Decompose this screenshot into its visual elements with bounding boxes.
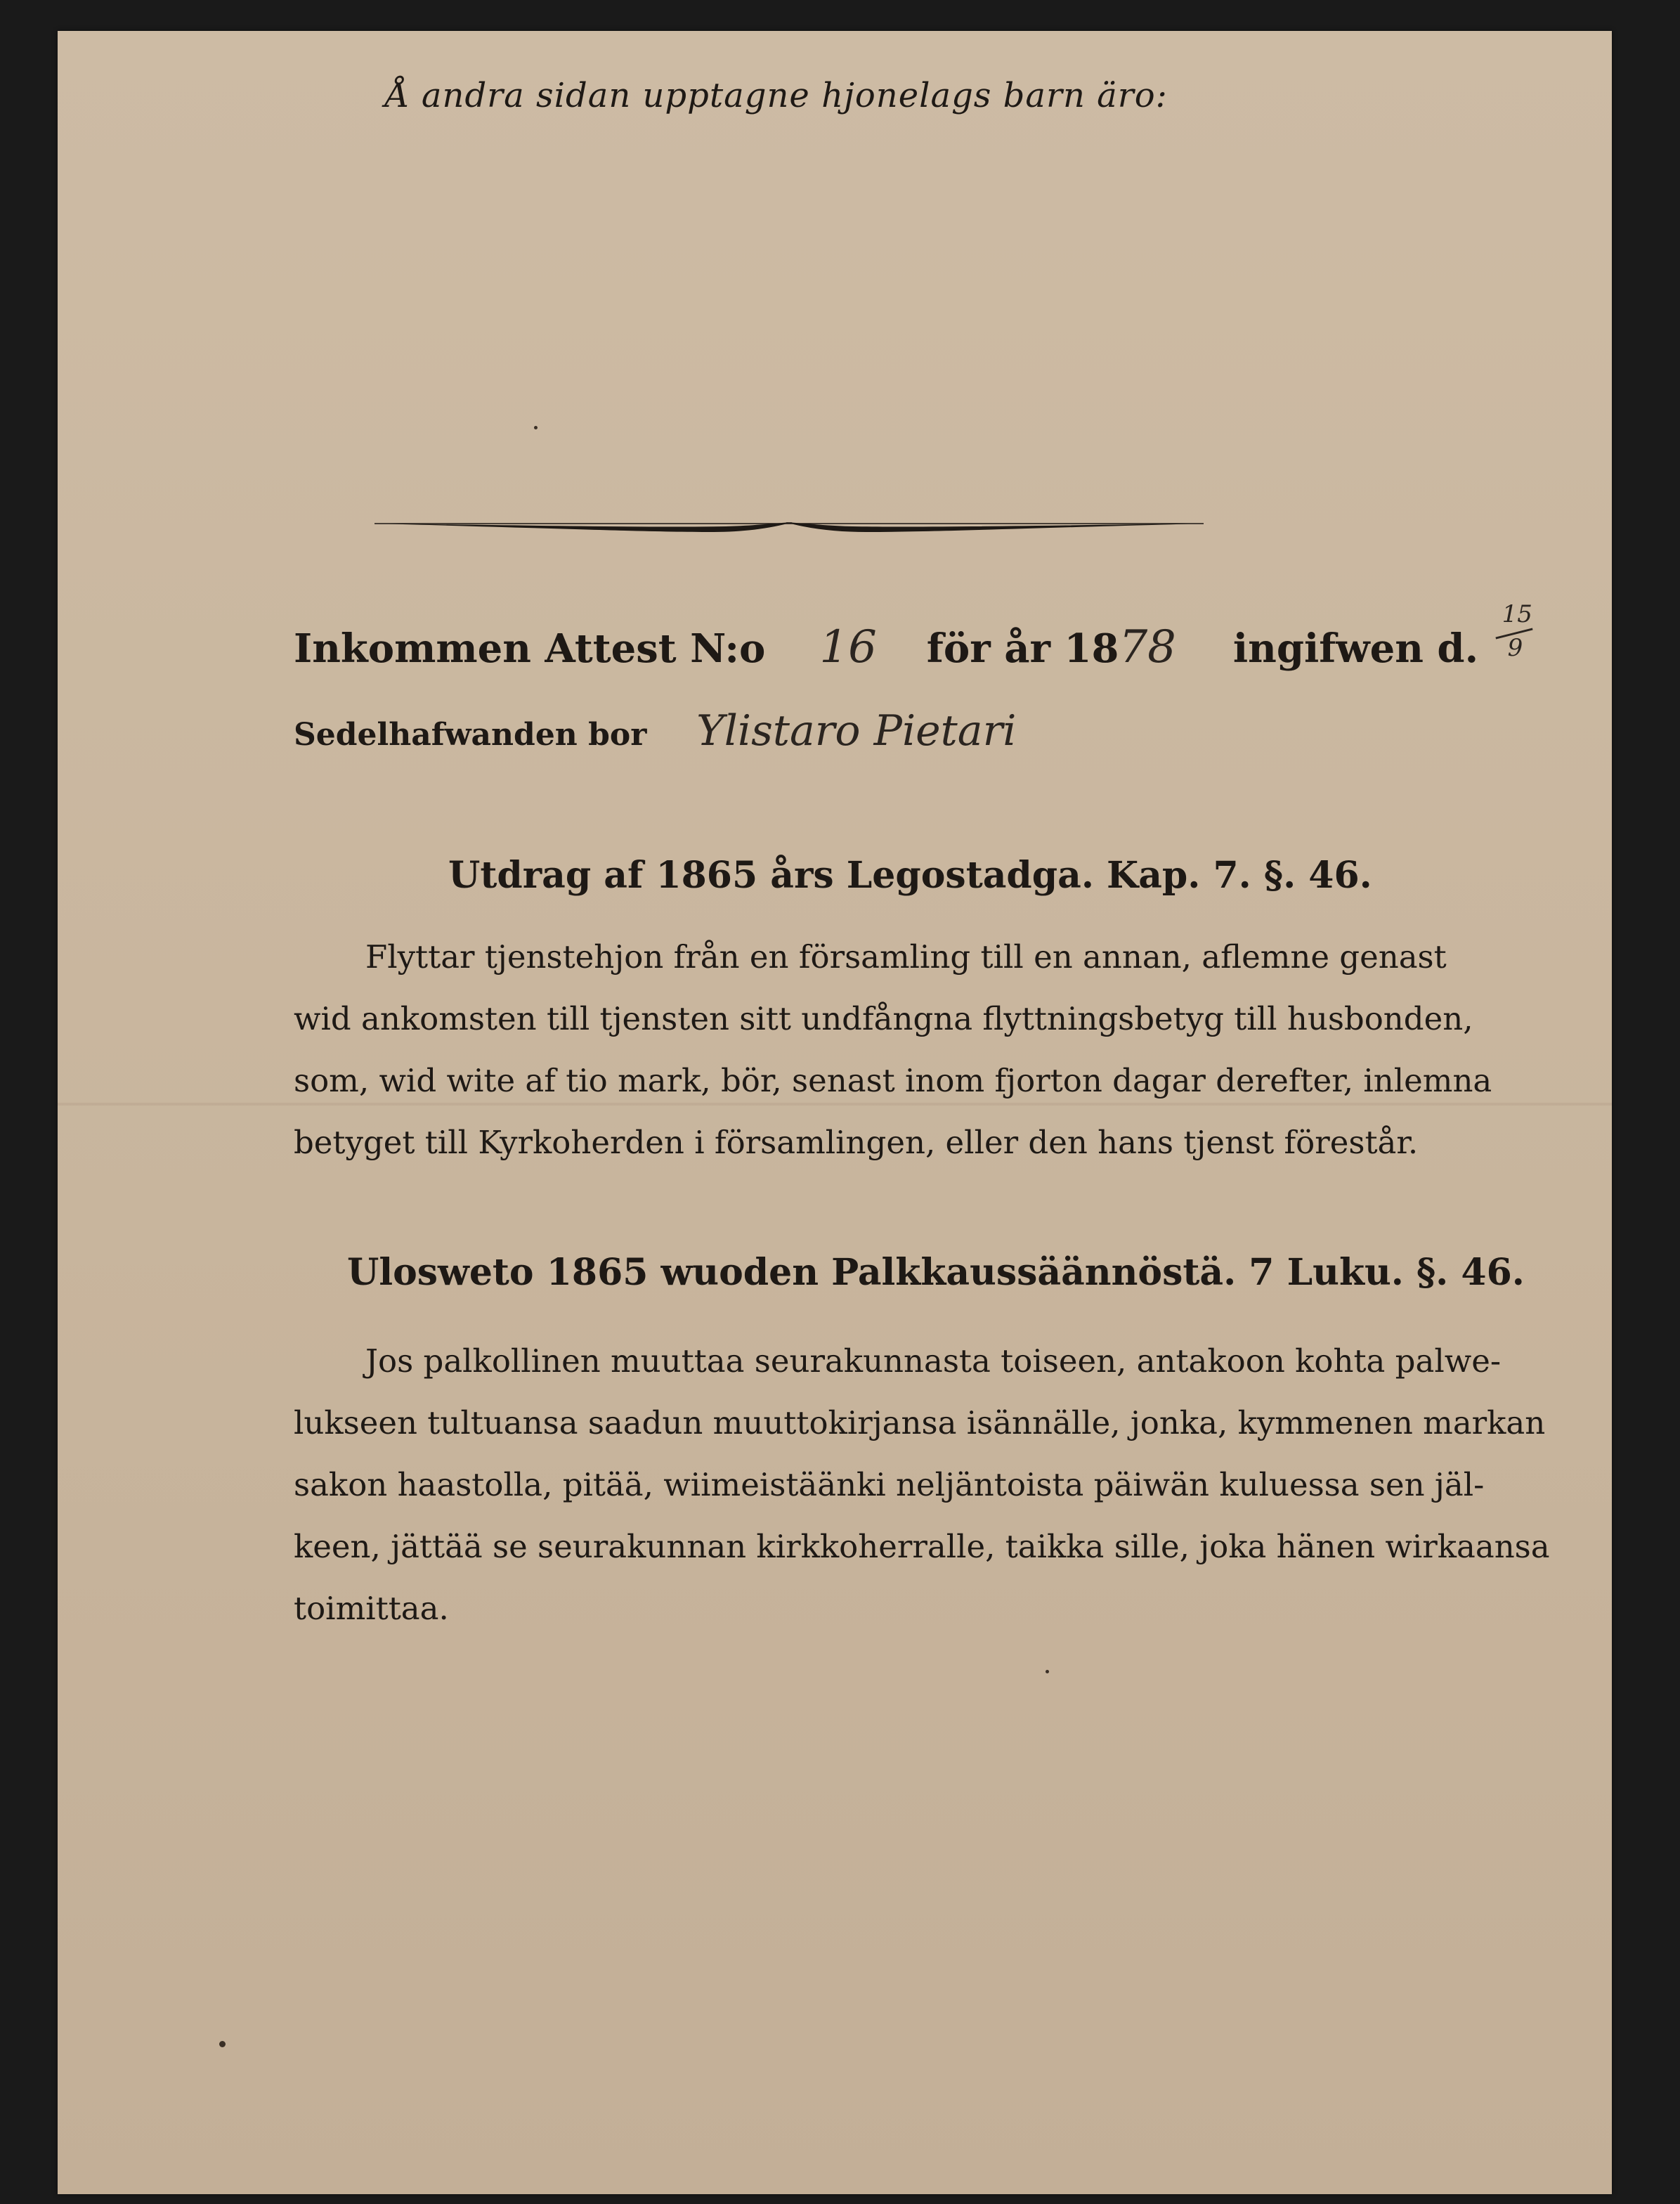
swedish-paragraph-line: Flyttar tjenstehjon från en församling till en annan, aflemne genast	[365, 938, 1447, 975]
attest-date-handwritten	[1492, 600, 1535, 668]
finnish-section-title: Ulosweto 1865 wuoden Palkkaussäännöstä. 7 Luku. §. 46.	[347, 1251, 1525, 1294]
swedish-paragraph-line: betyget till Kyrkoherden i församlingen, eller den hans tjenst förestår.	[294, 1124, 1419, 1161]
attest-label-for-ar: för år 18	[926, 625, 1119, 672]
paper-speck	[534, 426, 538, 429]
finnish-paragraph-line: lukseen tultuansa saadun muuttokirjansa isännälle, jonka, kymmenen markan	[294, 1404, 1546, 1441]
swedish-paragraph-line: wid ankomsten till tjensten sitt undfångna flyttningsbetyg till husbonden,	[294, 1000, 1473, 1037]
swedish-paragraph-line: som, wid wite af tio mark, bör, senast inom fjorton dagar derefter, inlemna	[294, 1062, 1492, 1099]
attest-row	[294, 600, 1535, 673]
attest-label-inkommen: Inkommen Attest N:o	[294, 625, 766, 672]
header-text: Å andra sidan upptagne hjonelags barn äro:	[385, 76, 1168, 115]
attest-date-day: 15	[1502, 600, 1532, 628]
swedish-section-title: Utdrag af 1865 års Legostadga. Kap. 7. §. 46.	[448, 854, 1372, 897]
finnish-paragraph-line: keen, jättää se seurakunnan kirkkoherralle, taikka sille, joka hänen wirkaansa	[294, 1528, 1550, 1565]
document-sheet	[58, 31, 1612, 2194]
resident-row	[294, 706, 1016, 756]
paper-speck	[219, 2041, 226, 2047]
ornamental-divider	[375, 510, 1204, 538]
attest-date-month: 9	[1507, 634, 1523, 662]
resident-value-handwritten: Ylistaro Pietari	[696, 706, 1017, 756]
finnish-paragraph-line: sakon haastolla, pitää, wiimeistäänki neljäntoista päiwän kuluessa sen jäl-	[294, 1466, 1485, 1503]
attest-label-ingifwen: ingifwen d.	[1232, 625, 1479, 672]
resident-label: Sedelhafwanden bor	[294, 717, 647, 753]
attest-year-suffix-handwritten: 78	[1119, 621, 1176, 673]
paper-fold-crease	[58, 1103, 1612, 1106]
finnish-paragraph-line: Jos palkollinen muuttaa seurakunnasta toiseen, antakoon kohta palwe-	[365, 1342, 1502, 1380]
finnish-paragraph-line: toimittaa.	[294, 1590, 449, 1627]
attest-number-handwritten: 16	[819, 621, 877, 673]
paper-speck	[1046, 1670, 1049, 1673]
